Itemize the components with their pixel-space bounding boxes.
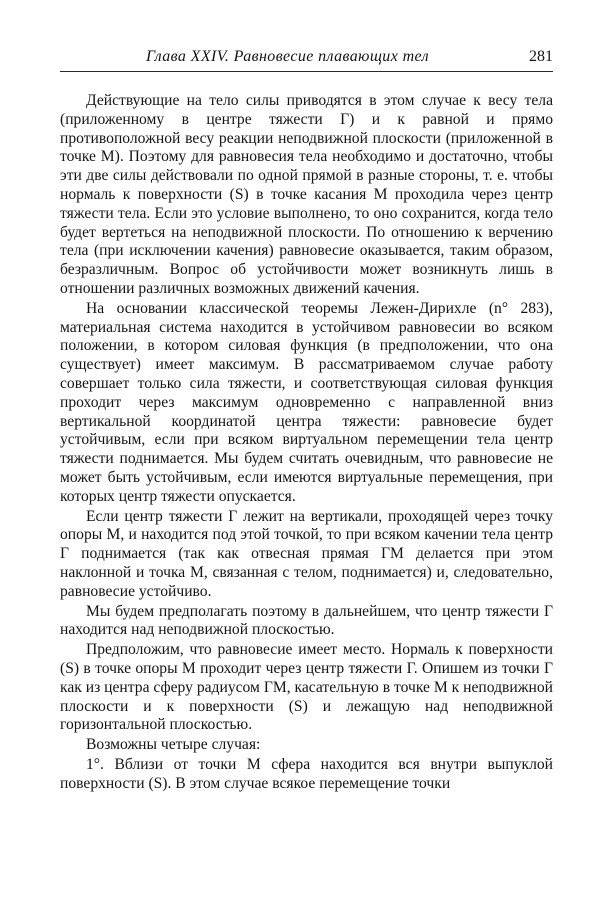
paragraph: Мы будем предполагать поэтому в дальнейшем, что центр тяжести Γ находится над неподвижной плоскостью. — [60, 602, 553, 639]
paragraph: 1°. Вблизи от точки M сфера находится вся внутри выпуклой поверхности (S). В этом случае всякое перемещение точки — [60, 755, 553, 792]
paragraph: Возможны четыре случая: — [86, 736, 261, 754]
page-header — [60, 38, 553, 72]
paragraph: На основании классической теоремы Лежен-Дирихле (n° 283), материальная система находится в устойчивом равновесии во всяком положении, в котором силовая функция (в предположении, что она существует) имеет максимум. В рассматриваемом случае работу совершает только сила тяжести, и соответствующая силовая функция проходит через максимум одновременно с направленной вниз вертикальной координатой центра тяжести: равновесие будет устойчивым, если при всяком виртуальном перемещении тела центр тяжести поднимается. Мы будем считать очевидным, что равновесие не может быть устойчивым, если имеются виртуальные перемещения, при которых центр тяжести опускается. — [60, 299, 553, 505]
page-number: 281 — [529, 48, 553, 65]
paragraph: Если центр тяжести Γ лежит на вертикали, проходящей через точку опоры M, и находится под этой точкой, то при всяком качении тела центр Γ поднимается (так как отвесная прямая ΓM делается при этом наклонной и точка M, связанная с телом, поднимается) и, следовательно, равновесие устойчиво. — [60, 507, 553, 600]
paragraph: Действующие на тело силы приводятся в этом случае к весу тела (приложенному в центре тяжести Γ) и к равной и прямо противоположной весу реакции неподвижной плоскости (приложенной в точке M). Поэтому для равновесия тела необходимо и достаточно, чтобы эти две силы действовали по одной прямой в разные стороны, т. е. чтобы нормаль к поверхности (S) в точке касания M проходила через центр тяжести тела. Если это условие выполнено, то оно сохранится, когда тело будет вертеться на неподвижной плоскости. По отношению к верчению тела (при исключении качения) равновесие оказывается, таким образом, безразличным. Вопрос об устойчивости может возникнуть лишь в отношении различных возможных движений качения. — [60, 92, 553, 297]
header-rule — [60, 71, 553, 72]
body-text — [60, 92, 553, 793]
paragraph: Предположим, что равновесие имеет место. Нормаль к поверхности (S) в точке опоры M проходит через центр тяжести Γ. Опишем из точки Γ как из центра сферу радиусом ΓM, касательную в точке M к неподвижной плоскости и к поверхности (S) и лежащую над неподвижной горизонтальной плоскостью. — [60, 641, 553, 734]
running-title: Глава XXIV. Равновесие плавающих тел — [146, 48, 430, 65]
